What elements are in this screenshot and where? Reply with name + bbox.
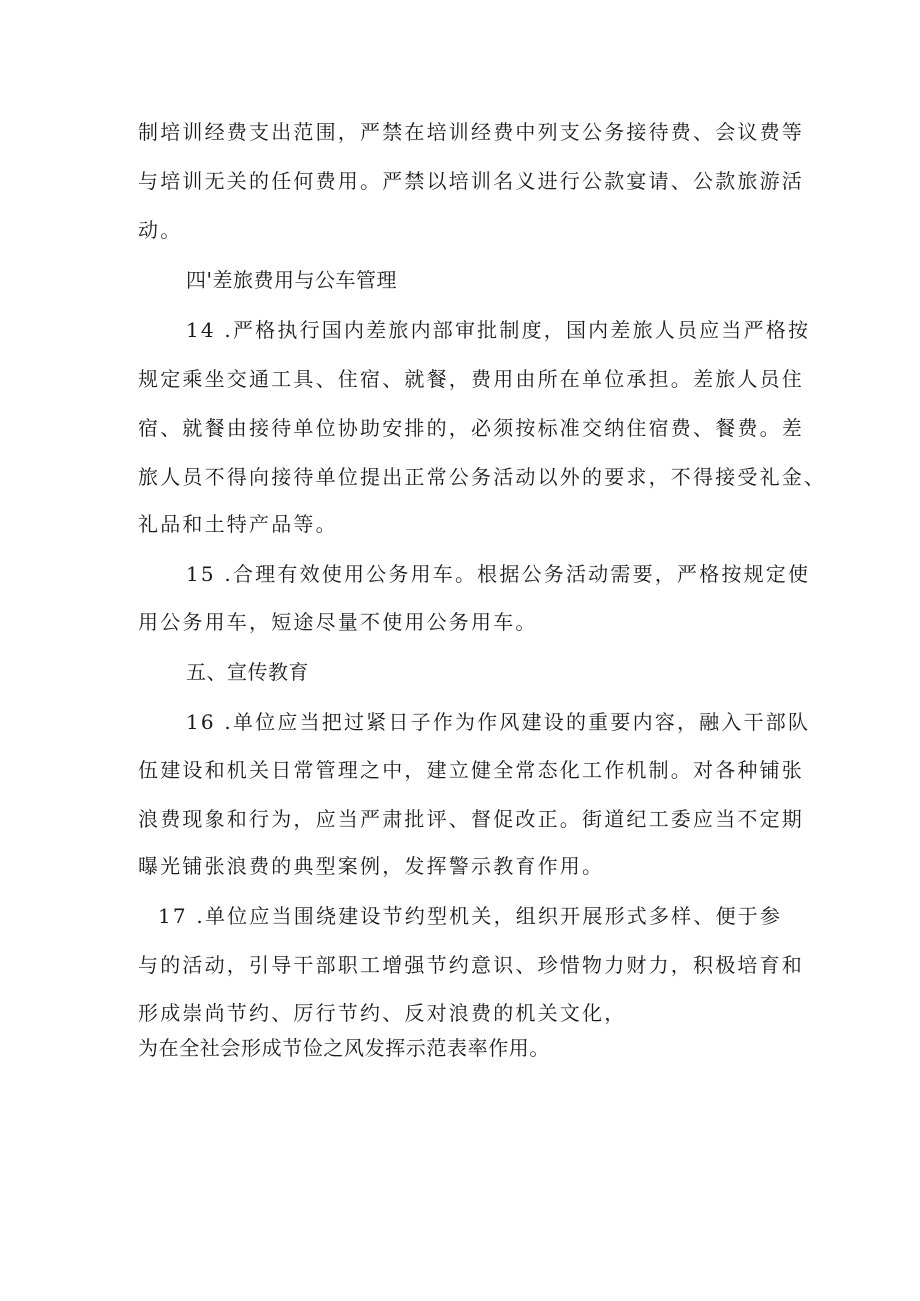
text-line: 用公务用车，短途尽量不使用公务用车。	[138, 610, 538, 634]
text-line: 旅人员不得向接待单位提出正常公务活动以外的要求，不得接受礼金、	[138, 465, 827, 489]
section-heading: 四'差旅费用与公车管理	[186, 268, 397, 292]
text-line: 伍建设和机关日常管理之中，建立健全常态化工作机制。对各种铺张	[138, 758, 804, 782]
text-line: 17 .单位应当围绕建设节约型机关，组织开展形式多样、便于参	[158, 904, 783, 928]
section-heading: 五、宣传教育	[186, 660, 309, 684]
text-line: 曝光铺张浪费的典型案例，发挥警示教育作用。	[138, 854, 605, 878]
text-line: 为在全社会形成节俭之风发挥示范表率作用。	[138, 1036, 550, 1060]
text-line: 形成崇尚节约、厉行节约、反对浪费的机关文化，	[138, 1001, 627, 1025]
text-line: 宿、就餐由接待单位协助安排的，必须按标准交纳住宿费、餐费。差	[138, 416, 804, 440]
text-line: 规定乘坐交通工具、住宿、就餐，费用由所在单位承担。差旅人员住	[138, 367, 804, 391]
text-line: 浪费现象和行为，应当严肃批评、督促改正。街道纪工委应当不定期	[138, 807, 804, 831]
text-line: 动。	[138, 218, 183, 242]
text-line: 与的活动，引导干部职工增强节约意识、珍惜物力财力，积极培育和	[138, 953, 804, 977]
text-line: 15 .合理有效使用公务用车。根据公务活动需要，严格按规定使	[186, 562, 811, 586]
text-line: 制培训经费支出范围，严禁在培训经费中列支公务接待费、会议费等	[138, 120, 804, 144]
text-line: 礼品和土特产品等。	[138, 512, 338, 536]
text-line: 16 .单位应当把过紧日子作为作风建设的重要内容，融入干部队	[186, 710, 811, 734]
text-line: 与培训无关的任何费用。严禁以培训名义进行公款宴请、公款旅游活	[138, 169, 804, 193]
text-line: 14 .严格执行国内差旅内部审批制度，国内差旅人员应当严格按	[186, 318, 811, 342]
